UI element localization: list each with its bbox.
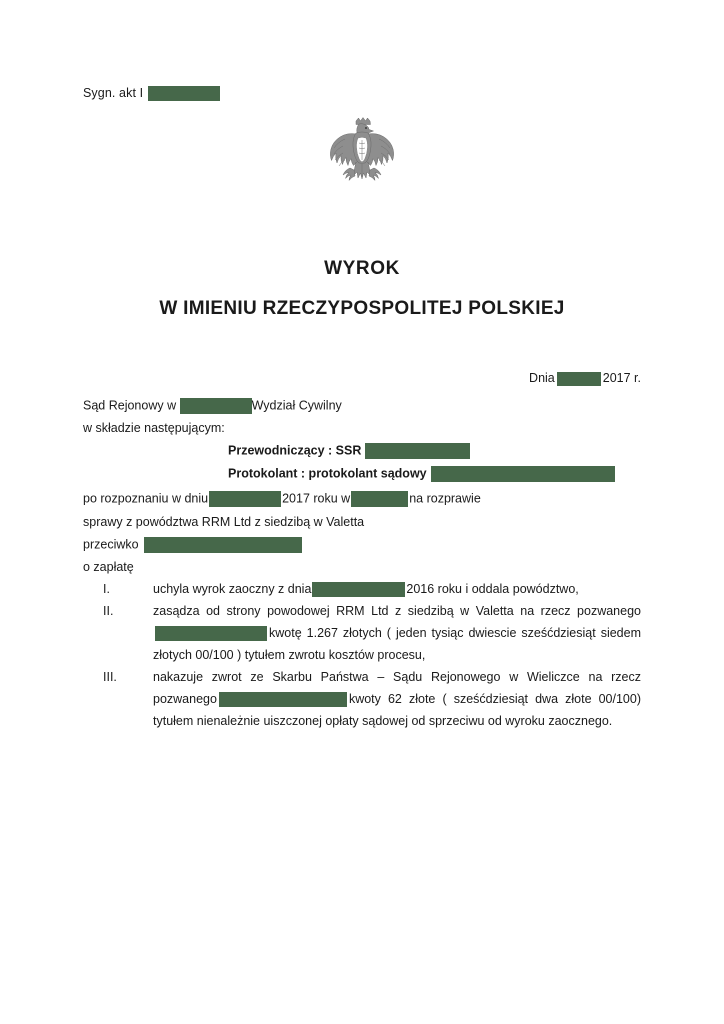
ruling-text-after: 2016 roku i oddala powództwo, (406, 582, 579, 596)
plaintiff-line: sprawy z powództwa RRM Ltd z siedzibą w Valetta (83, 515, 365, 529)
page-title: WYROK (324, 258, 400, 279)
ruling-number: II. (103, 604, 114, 618)
hearing-mid: 2017 roku w (282, 491, 351, 506)
ruling-number: III. (103, 670, 117, 684)
date-line (529, 371, 641, 386)
subject-line: o zapłatę (83, 560, 134, 574)
chairman-label: Przewodniczący : SSR (228, 443, 362, 458)
redaction-case-number (148, 86, 220, 101)
ruling-text-after: kwotę 1.267 złotych ( jeden tysiąc dwiescie sześćdziesiąt siedem złotych 00/100 ) tytułem zwrotu kosztów procesu, (153, 626, 641, 662)
ruling-item (83, 600, 641, 666)
ruling-text-before: nakazuje zwrot ze Skarbu Państwa – Sądu Rejonowego w Wieliczce na rzecz pozwanego (153, 670, 641, 706)
hearing-prefix: po rozpoznaniu w dniu (83, 491, 209, 506)
clerk-line (228, 466, 615, 482)
redaction-ruling-2-defendant (155, 626, 267, 641)
court-suffix: Wydział Cywilny (251, 398, 342, 413)
redaction-clerk-name (431, 466, 615, 482)
court-prefix: Sąd Rejonowy w (83, 398, 177, 413)
ruling-item (83, 578, 641, 600)
ruling-text-before: uchyla wyrok zaoczny z dnia (153, 582, 312, 596)
hearing-suffix: na rozprawie (409, 491, 481, 506)
redaction-hearing-place (351, 491, 408, 507)
eagle-eye (365, 127, 367, 129)
redaction-date (557, 372, 601, 386)
date-suffix: 2017 r. (602, 371, 641, 385)
redaction-hearing-date (209, 491, 281, 507)
ruling-number: I. (103, 582, 110, 596)
redaction-chairman-name (365, 443, 470, 459)
hearing-line (83, 491, 481, 507)
redaction-court-city (180, 398, 252, 414)
rulings-list (83, 578, 641, 732)
defendant-prefix: przeciwko (83, 537, 139, 552)
composition-intro: w składzie następującym: (83, 421, 225, 435)
ruling-text-after: kwoty 62 złote ( sześćdziesiąt dwa złote 00/100) tytułem nienależnie uiszczonej opłaty sądowej od sprzeciwu od wyroku zaocznego. (153, 692, 641, 728)
ruling-item (83, 666, 641, 732)
page-subtitle: W IMIENIU RZECZYPOSPOLITEJ POLSKIEJ (159, 298, 565, 319)
redaction-ruling-3-defendant (219, 692, 347, 707)
chairman-line (228, 443, 470, 459)
ruling-text-before: zasądza od strony powodowej RRM Ltd z siedzibą w Valetta na rzecz pozwanego (153, 604, 641, 618)
date-prefix: Dnia (529, 371, 555, 385)
polish-eagle-icon (323, 112, 401, 194)
case-number-line (83, 86, 220, 101)
redaction-ruling-1-date (312, 582, 405, 597)
clerk-label: Protokolant : protokolant sądowy (228, 466, 427, 481)
court-name-line (83, 398, 342, 414)
ruling-text (153, 578, 641, 600)
redaction-defendant-name (144, 537, 302, 553)
case-number-label: Sygn. akt I (83, 86, 144, 100)
defendant-line (83, 537, 302, 553)
ruling-text (153, 600, 641, 666)
ruling-text (153, 666, 641, 732)
